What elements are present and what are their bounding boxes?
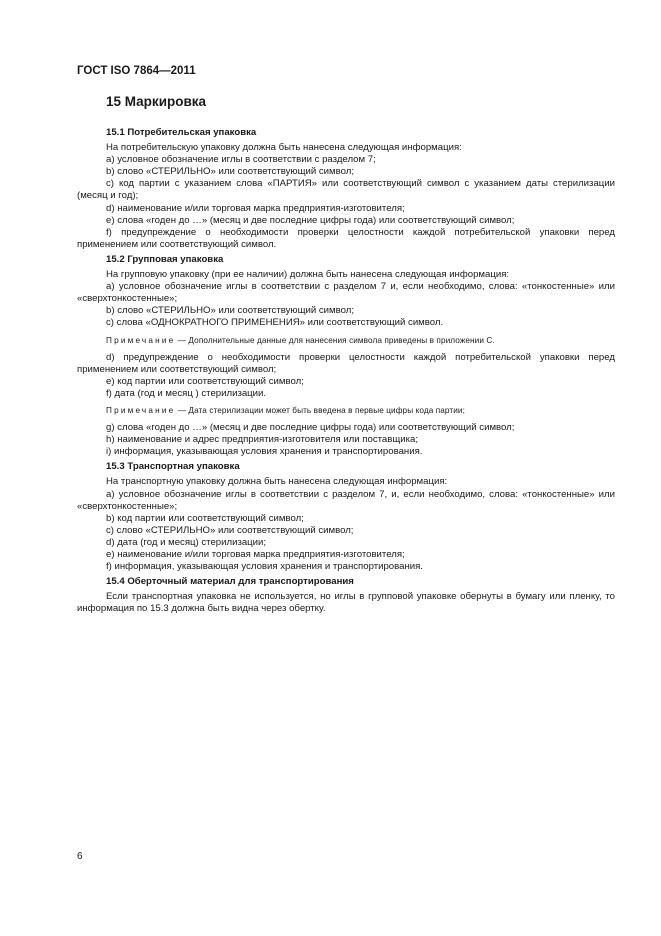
list-item: f) дата (год и месяц ) стерилизации.	[106, 387, 267, 399]
list-item: f) информация, указывающая условия хранения и транспортирования.	[106, 561, 423, 573]
list-item: f) предупреждение о необходимости проверки целостности каждой потребительской упаковки перед применением или соответствующий символ.	[77, 226, 615, 250]
list-item: d) дата (год и месяц) стерилизации;	[106, 536, 267, 548]
list-item: c) слова «ОДНОКРАТНОГО ПРИМЕНЕНИЯ» или соответствующий символ.	[106, 317, 444, 329]
section-title: 15 Маркировка	[106, 94, 207, 109]
subsection-title-15-4: 15.4 Оберточный материал для транспортирования	[106, 576, 354, 588]
list-item: a) условное обозначение иглы в соответствии с разделом 7, и, если необходимо, слова: «тонкостенные» или «сверхтонкостенные»;	[77, 488, 615, 512]
page-number: 6	[77, 851, 83, 862]
list-item: b) код партии или соответствующий символ;	[106, 512, 304, 524]
paragraph: На транспортную упаковку должна быть нанесена следующая информация:	[106, 476, 448, 488]
list-item: g) слова «годен до …» (месяц и две последние цифры года) или соответствующий символ;	[106, 422, 515, 434]
paragraph: На потребительскую упаковку должна быть нанесена следующая информация:	[106, 142, 462, 154]
subsection-title-15-3: 15.3 Транспортная упаковка	[106, 461, 240, 473]
paragraph: На групповую упаковку (при ее наличии) должна быть нанесена следующая информация:	[106, 269, 510, 281]
list-item: b) слово «СТЕРИЛЬНО» или соответствующий символ;	[106, 166, 355, 178]
note-text: — Дата стерилизации может быть введена в первые цифры кода партии;	[175, 405, 465, 415]
list-item: d) предупреждение о необходимости проверки целостности каждой потребительской упаковки перед применением или соответствующий символ;	[77, 351, 615, 375]
list-item: d) наименование и/или торговая марка предприятия-изготовителя;	[106, 202, 405, 214]
note-label: Примечание	[106, 335, 176, 345]
list-item: b) слово «СТЕРИЛЬНО» или соответствующий символ;	[106, 305, 355, 317]
list-item: h) наименование и адрес предприятия-изготовителя или поставщика;	[106, 434, 419, 446]
list-item: c) слово «СТЕРИЛЬНО» или соответствующий символ;	[106, 524, 354, 536]
note	[77, 335, 615, 347]
list-item: e) наименование и/или торговая марка предприятия-изготовителя;	[106, 549, 405, 560]
document-id: ГОСТ ISO 7864—2011	[77, 65, 196, 77]
list-item: e) слова «годен до …» (месяц и две последние цифры года) или соответствующий символ;	[106, 214, 515, 226]
list-item: e) код партии или соответствующий символ;	[106, 375, 304, 387]
note-text: — Дополнительные данные для нанесения символа приведены в приложении С.	[175, 335, 495, 345]
list-item: i) информация, указывающая условия хранения и транспортирования.	[106, 446, 423, 458]
list-item: a) условное обозначение иглы в соответствии с разделом 7;	[106, 154, 376, 166]
note	[77, 405, 615, 417]
document-body	[77, 124, 615, 615]
subsection-title-15-2: 15.2 Групповая упаковка	[106, 253, 224, 265]
subsection-title-15-1: 15.1 Потребительская упаковка	[106, 127, 257, 138]
list-item: c) код партии с указанием слова «ПАРТИЯ» или соответствующий символ с указанием даты стерилизации (месяц и год);	[77, 178, 615, 202]
list-item: a) условное обозначение иглы в соответствии с разделом 7 и, если необходимо, слова: «тонкостенные» или «сверхтонкостенные»;	[77, 281, 615, 305]
paragraph: Если транспортная упаковка не используется, но иглы в групповой упаковке обернуты в бумагу или пленку, то информация по 15.3 должна быть видна через обертку.	[77, 591, 615, 615]
note-label: Примечание	[106, 405, 176, 415]
